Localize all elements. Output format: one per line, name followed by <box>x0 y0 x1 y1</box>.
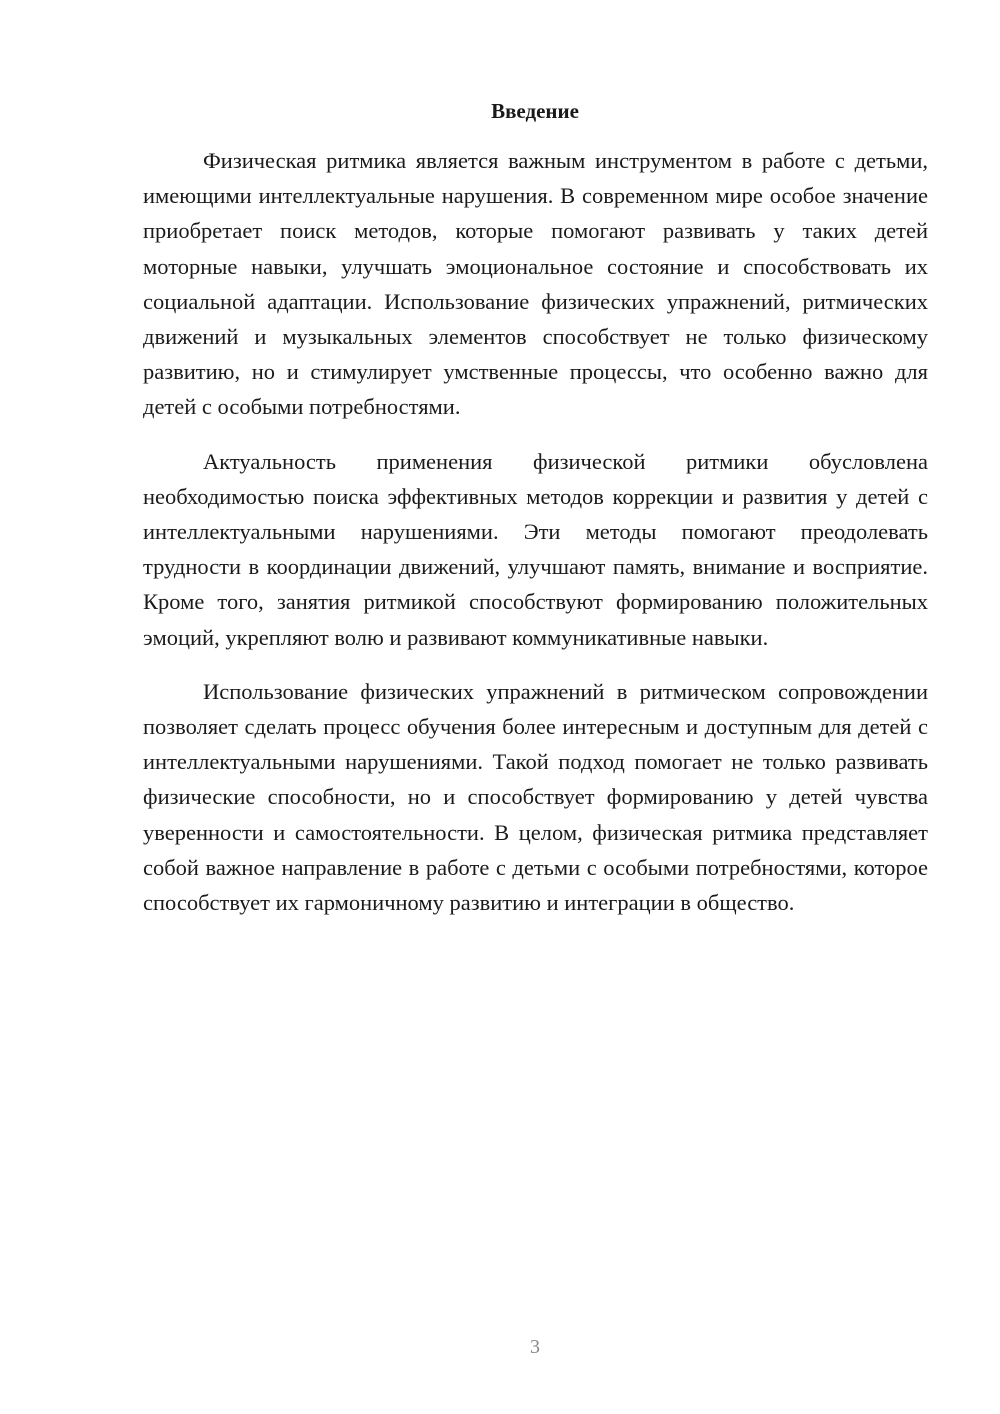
page-title: Введение <box>491 99 579 123</box>
paragraph-2: Актуальность применения физической ритмики обусловлена необходимостью поиска эффективных методов коррекции и развития у детей с интеллектуальными нарушениями. Эти методы помогают преодолевать трудности в координации движений, улучшают память, внимание и восприятие. Кроме того, занятия ритмикой способствуют формированию положительных эмоций, укрепляют волю и развивают коммуникативные навыки. <box>143 448 928 650</box>
paragraph-1: Физическая ритмика является важным инструментом в работе с детьми, имеющими интеллектуальные нарушения. В современном мире особое значение приобретает поиск методов, которые помогают развивать у таких детей моторные навыки, улучшать эмоциональное состояние и способствовать их социальной адаптации. Использование физических упражнений, ритмических движений и музыкальных элементов способствует не только физическому развитию, но и стимулирует умственные процессы, что особенно важно для детей с особыми потребностями. <box>143 148 928 420</box>
page-number: 3 <box>530 1336 540 1358</box>
paragraph-3: Использование физических упражнений в ритмическом сопровождении позволяет сделать процесс обучения более интересным и доступным для детей с интеллектуальными нарушениями. Такой подход помогает не только развивать физические способности, но и способствует формированию у детей чувства уверенности и самостоятельности. В целом, физическая ритмика представляет собой важное направление в работе с детьми с особыми потребностями, которое способствует их гармоничному развитию и интеграции в общество. <box>143 678 928 916</box>
body-text <box>143 143 928 920</box>
